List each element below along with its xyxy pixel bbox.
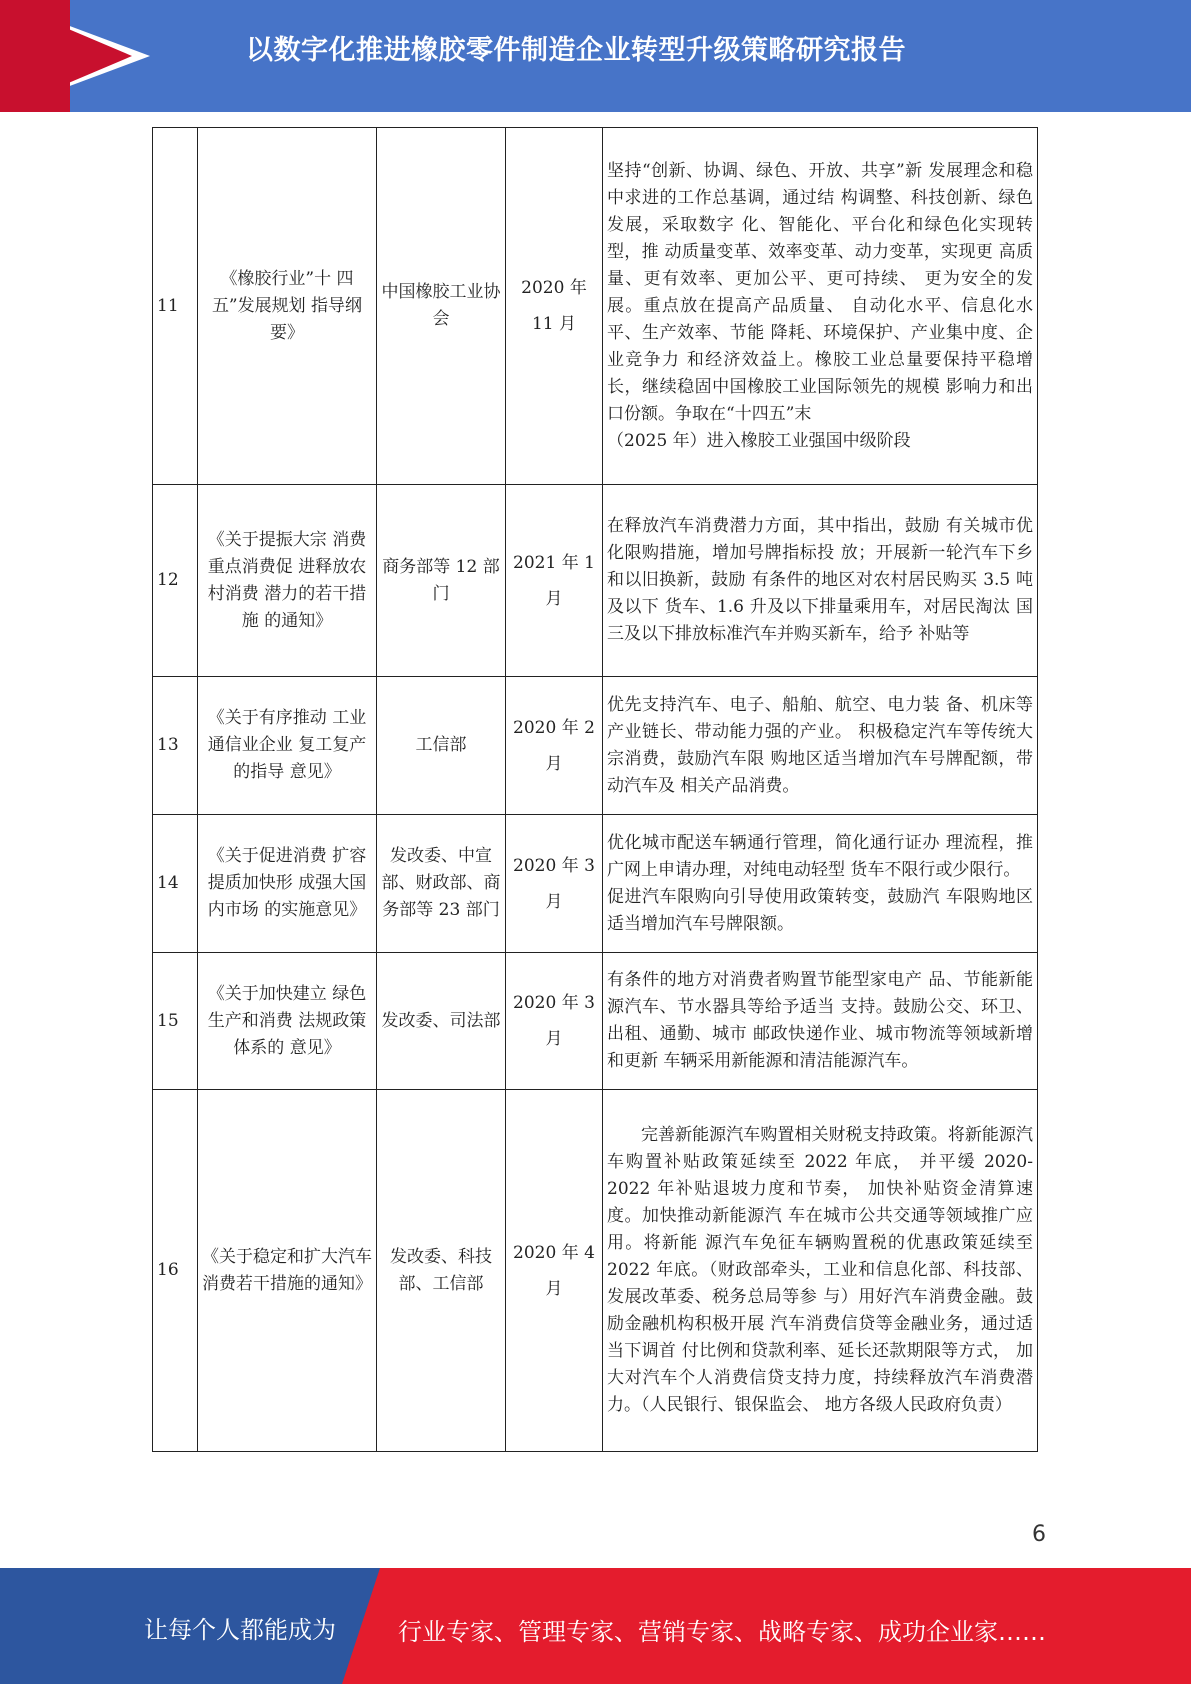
row-number: 15 [153,953,198,1090]
page-footer [0,1568,1191,1684]
issue-date: 2020 年 3 月 [506,815,603,953]
issuing-org: 发改委、司法部 [377,953,506,1090]
issuing-org: 商务部等 12 部门 [377,485,506,677]
content-paragraph: （2025 年）进入橡胶工业强国中级阶段 [607,430,911,451]
table-row [153,815,1038,953]
footer-tagline: 行业专家、管理专家、营销专家、战略专家、成功企业家…… [398,1618,1046,1646]
content-paragraph: 促进汽车限购向引导使用政策转变，鼓励汽 车限购地区适当增加汽车号牌限额。 [607,886,1033,934]
issuing-org: 中国橡胶工业协会 [377,128,506,485]
content-paragraph: 完善新能源汽车购置相关财税支持政策。将新能源汽车购置补贴政策延续至 2022 年底， 并平缓 2020-2022 年补贴退坡力度和节奏， 加快补贴资金清算速度。加快推动新能源汽 车在城市公共交通等领域推广应用。将新能 源汽车免征车辆购置税的优惠政策延续至 2022 年底。（财政部牵头，工业和信息化部、科技部、发展改革委、税务总局等参 与）用好汽车消费金融。鼓励金融机构积极开展 汽车消费信贷等金融业务，通过适当下调首 付比例和贷款利率、延长还款期限等方式， 加大对汽车个人消费信贷支持力度，持续释放汽车消费潜力。（人民银行、银保监会、 地方各级人民政府负责） [607,1125,1033,1415]
table-row [153,1090,1038,1452]
issue-date: 2020 年 4 月 [506,1090,603,1452]
policy-content [603,677,1038,815]
policy-table [152,127,1038,1452]
row-number: 12 [153,485,198,677]
table-row [153,128,1038,485]
issuing-org: 工信部 [377,677,506,815]
issuing-org: 发改委、中宣部、财政部、商务部等 23 部门 [377,815,506,953]
policy-content [603,1090,1038,1452]
policy-content [603,815,1038,953]
issue-date: 2020 年 2 月 [506,677,603,815]
policy-name: 《关于有序推动 工业通信业企业 复工复产的指导 意见》 [198,677,377,815]
footer-lead-text: 让每个人都能成为 [144,1616,336,1644]
page-header [0,0,1191,112]
policy-content [603,485,1038,677]
table-row [153,677,1038,815]
header-red-block [0,0,70,112]
policy-name: 《橡胶行业”十 四五”发展规划 指导纲要》 [198,128,377,485]
policy-name: 《关于加快建立 绿色生产和消费 法规政策体系的 意见》 [198,953,377,1090]
policy-name: 《关于稳定和扩大汽车消费若干措施的通知》 [198,1090,377,1452]
page-number: 6 [1032,1522,1046,1547]
report-title: 以数字化推进橡胶零件制造企业转型升级策略研究报告 [246,35,906,66]
policy-name: 《关于促进消费 扩容提质加快形 成强大国内市场 的实施意见》 [198,815,377,953]
row-number: 14 [153,815,198,953]
row-number: 13 [153,677,198,815]
policy-name: 《关于提振大宗 消费重点消费促 进释放农村消费 潜力的若干措施 的通知》 [198,485,377,677]
row-number: 11 [153,128,198,485]
issue-date: 2020 年 3 月 [506,953,603,1090]
table-row [153,953,1038,1090]
content-paragraph: 优先支持汽车、电子、船舶、航空、电力装 备、机床等产业链长、带动能力强的产业。 积极稳定汽车等传统大宗消费，鼓励汽车限 购地区适当增加汽车号牌配额，带动汽车及 相关产品消费。 [607,694,1033,796]
row-number: 16 [153,1090,198,1452]
issue-date: 2021 年 1 月 [506,485,603,677]
content-paragraph: 在释放汽车消费潜力方面，其中指出，鼓励 有关城市优化限购措施，增加号牌指标投 放；开展新一轮汽车下乡和以旧换新，鼓励 有条件的地区对农村居民购买 3.5 吨及以下 货车、1.6 升及以下排量乘用车，对居民淘汰 国三及以下排放标准汽车并购买新车，给予 补贴等 [607,516,1033,644]
table-row [153,485,1038,677]
issue-date: 2020 年 11 月 [506,128,603,485]
policy-content [603,953,1038,1090]
issuing-org: 发改委、科技部、工信部 [377,1090,506,1452]
policy-content [603,128,1038,485]
content-paragraph: 有条件的地方对消费者购置节能型家电产 品、节能新能源汽车、节水器具等给予适当 支持。鼓励公交、环卫、出租、通勤、城市 邮政快递作业、城市物流等领域新增和更新 车辆采用新能源和清洁能源汽车。 [607,970,1033,1071]
content-paragraph: 坚持“创新、协调、绿色、开放、共享”新 发展理念和稳中求进的工作总基调，通过结 构调整、科技创新、绿色发展，采取数字 化、智能化、平台化和绿色化实现转型，推 动质量变革、效率变革、动力变革，实现更 高质量、更有效率、更加公平、更可持续、 更为安全的发展。重点放在提高产品质量、 自动化水平、信息化水平、生产效率、节能 降耗、环境保护、产业集中度、企业竞争力 和经济效益上。橡胶工业总量要保持平稳增长，继续稳固中国橡胶工业国际领先的规模 影响力和出口份额。争取在“十四五”末 [607,160,1033,424]
content-paragraph: 优化城市配送车辆通行管理，简化通行证办 理流程，推广网上申请办理，对纯电动轻型 货车不限行或少限行。 [607,832,1033,880]
